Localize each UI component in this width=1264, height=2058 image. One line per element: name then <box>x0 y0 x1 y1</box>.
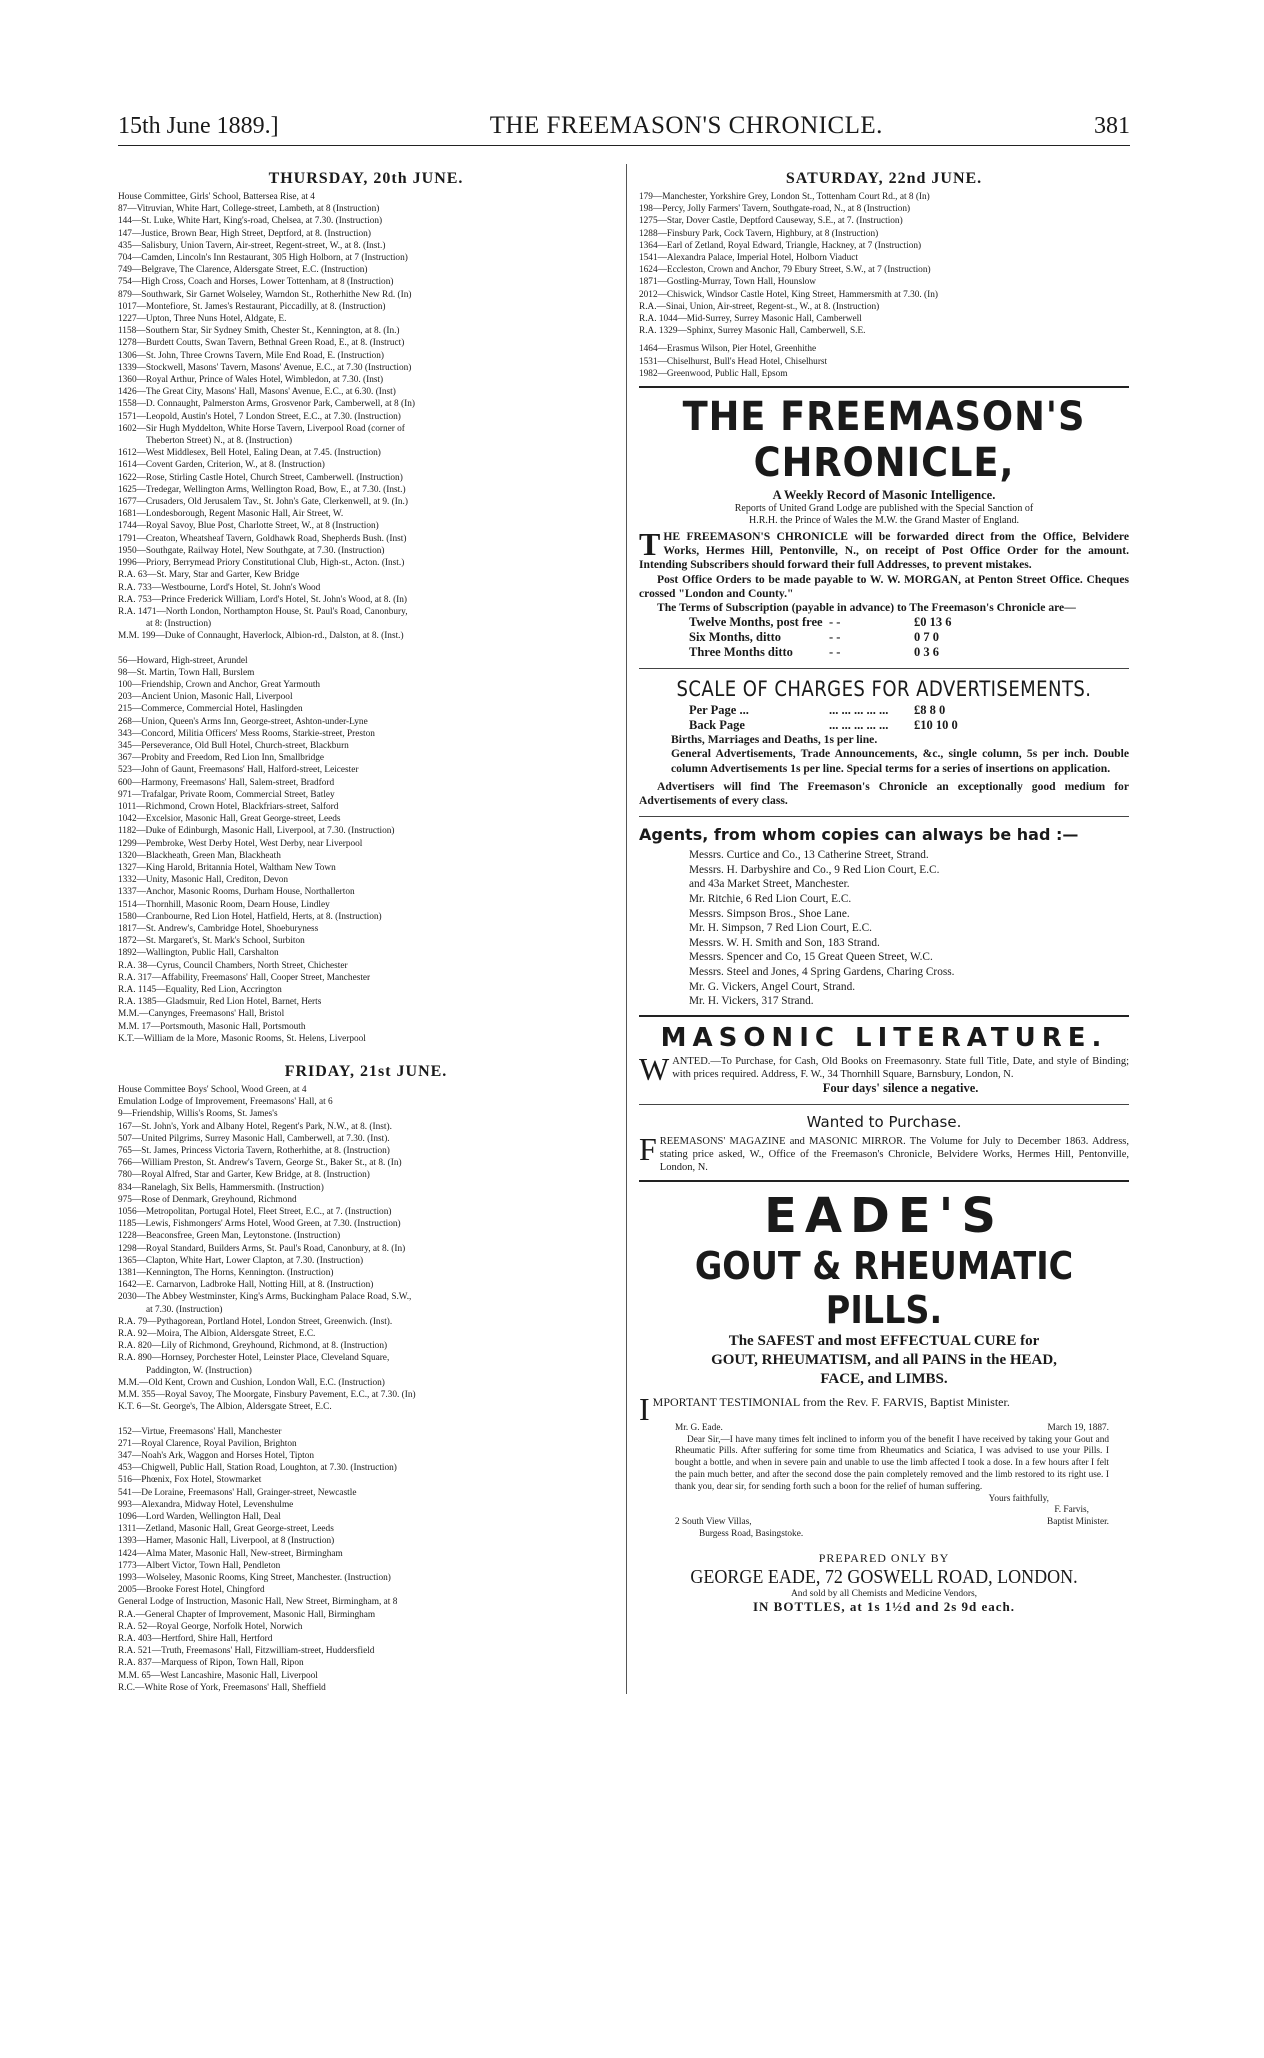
list-item: 1365—Clapton, White Hart, Lower Clapton, at 7.30. (Instruction) <box>118 1255 364 1266</box>
eades-bottles: IN BOTTLES, at 1s 1½d and 2s 9d each. <box>752 1598 1016 1614</box>
list-item: 1275—Star, Dover Castle, Deptford Causeway, S.E., at 7. (Instruction) <box>639 216 903 227</box>
friday-list-1-cont: at 7.30. (Instruction) <box>146 1304 223 1315</box>
price-row <box>639 703 1129 718</box>
list-item: 1872—St. Margaret's, St. Mark's School, Surbiton <box>118 936 305 947</box>
list-item: 179—Manchester, Yorkshire Grey, London St., Tottenham Court Rd., at 8 (In) <box>639 192 930 202</box>
list-item: 1096—Lord Warden, Wellington Hall, Deal <box>118 1511 281 1522</box>
list-item: R.A. 1145—Equality, Red Lion, Accrington <box>118 985 282 995</box>
list-item: 766—William Preston, St. Andrew's Tavern, George St., Baker St., at 8. (In) <box>118 1158 402 1169</box>
list-item: House Committee Boys' School, Wood Green, at 4 <box>118 1085 307 1096</box>
list-item: 1996—Priory, Berrymead Priory Constitutional Club, High-st., Acton. (Inst.) <box>118 558 405 569</box>
list-item: R.A. 521—Truth, Freemasons' Hall, Fitzwilliam-street, Huddersfield <box>118 1646 375 1657</box>
list-item: 1531—Chiselhurst, Bull's Head Hotel, Chiselhurst <box>639 356 828 367</box>
list-item: 1306—St. John, Three Crowns Tavern, Mile End Road, E. (Instruction) <box>118 350 384 361</box>
price-amount: £8 8 0 <box>914 703 946 718</box>
literature-ad-title: MASONIC LITERATURE. <box>660 1022 1108 1053</box>
price-amount: £0 13 6 <box>914 615 952 630</box>
list-item: 203—Ancient Union, Masonic Hall, Liverpool <box>118 692 293 703</box>
list-item: 1278—Burdett Coutts, Swan Tavern, Bethnal Green Road, E., at 8. (Instruct) <box>118 338 405 349</box>
list-item: 1056—Metropolitan, Portugal Hotel, Fleet Street, E.C., at 7. (Instruction) <box>118 1207 392 1218</box>
dropcap-w: W <box>639 1050 670 1087</box>
charges-ad-title: SCALE OF CHARGES FOR ADVERTISEMENTS. <box>676 677 1092 702</box>
thursday-list-1b-cont: at 8: (Instruction) <box>146 619 212 630</box>
thursday-list-1b <box>118 447 614 618</box>
list-item: R.A.—General Chapter of Improvement, Masonic Hall, Birmingham <box>118 1609 376 1620</box>
price-label: Back Page <box>689 718 745 733</box>
price-amount: 0 7 0 <box>914 630 939 645</box>
list-item: M.M. 199—Duke of Connaught, Haverlock, Albion-rd., Dalston, at 8. (Inst.) <box>118 631 404 642</box>
list-item: 780—Royal Alfred, Star and Garter, Kew Bridge, at 8. (Instruction) <box>118 1170 370 1181</box>
page-number: 381 <box>1093 113 1130 139</box>
agent-item: Messrs. Simpson Bros., Shoe Lane. <box>689 907 850 920</box>
list-item: 1311—Zetland, Masonic Hall, Great George-street, Leeds <box>118 1524 334 1535</box>
subscription-terms <box>639 615 1129 660</box>
publication-title: THE FREEMASON'S CHRONICLE. <box>489 112 883 139</box>
list-item: 1744—Royal Savoy, Blue Post, Charlotte Street, W., at 8 (Instruction) <box>118 521 379 532</box>
list-item: 268—Union, Queen's Arms Inn, George-street, Ashton-under-Lyne <box>118 716 368 727</box>
list-item: 215—Commerce, Commercial Hotel, Haslingden <box>118 704 303 715</box>
right-column <box>627 164 1129 1694</box>
testimonial-addressee: Mr. G. Eade. <box>675 1422 723 1433</box>
eades-cure-1: The SAFEST and most EFFECTUAL CURE for <box>728 1332 1040 1349</box>
list-item: 1950—Southgate, Railway Hotel, New Southgate, at 7.30. (Instruction) <box>118 545 385 556</box>
thursday-list-1c <box>118 630 614 642</box>
agents-list <box>639 848 1129 1009</box>
list-item: 516—Phœnix, Fox Hotel, Stowmarket <box>118 1475 262 1486</box>
list-item: 971—Trafalgar, Private Room, Commercial Street, Batley <box>118 789 335 800</box>
list-item: 1624—Eccleston, Crown and Anchor, 79 Ebury Street, S.W., at 7 (Instruction) <box>639 265 931 276</box>
list-item: 1182—Duke of Edinburgh, Masonic Hall, Liverpool, at 7.30. (Instruction) <box>118 826 395 837</box>
list-item: 1227—Upton, Three Nuns Hotel, Aldgate, E. <box>118 314 287 325</box>
testimonial-address <box>639 1517 1129 1529</box>
list-item: 1337—Anchor, Masonic Rooms, Durham House, Northallerton <box>118 887 355 898</box>
wanted-body: FREEMASONS' MAGAZINE and MASONIC MIRROR. The Volume for July to December 1863. Address, stating price asked, W., Office of the Freemason's Chronicle, Belvidere Works, Hermes Hill, Pentonville, London, N. <box>639 1130 1129 1173</box>
list-item: R.A. 1385—Gladsmuir, Red Lion Hotel, Barnet, Herts <box>118 997 322 1008</box>
list-item: R.A. 38—Cyrus, Council Chambers, North Street, Chichester <box>118 960 348 971</box>
list-item: 1299—Pembroke, West Derby Hotel, West Derby, near Liverpool <box>118 838 363 849</box>
price-amount: 0 3 6 <box>914 645 939 660</box>
testimonial-letter: Dear Sir,—I have many times felt inclined to inform you of the benefit I have received by taking your Gout and Rheumatic Pills. After suffering for some time from Rheumatics and Sciatica, I was advised to use your Pills. I bought a bottle, and when in severe pain and unable to use the limb affected I took a dose. In a few hours after I felt the pain much better, and after the second dose the pain completely removed and the limb restored to its right use. I thank you, dear sir, for sending forth such a boon for the relief of human suffering. <box>675 1434 1109 1492</box>
testimonial-heading: IMPORTANT TESTIMONIAL from the Rev. F. FARVIS, Baptist Minister. <box>639 1390 1010 1427</box>
list-item: 1677—Crusaders, Old Jerusalem Tav., St. John's Gate, Clerkenwell, at 9. (In.) <box>118 497 408 508</box>
list-item: 147—Justice, Brown Bear, High Street, Deptford, at 8. (Instruction) <box>118 228 371 239</box>
list-item: R.A. 403—Hertford, Shire Hall, Hertford <box>118 1633 273 1644</box>
testimonial-salutation <box>639 1423 1129 1435</box>
dropcap-t: T <box>639 526 661 563</box>
chronicle-ad-title: THE FREEMASON'S CHRONICLE, <box>682 394 1086 487</box>
literature-body: WANTED.—To Purchase, for Cash, Old Books on Freemasonry. State full Title, Date, and style of Binding; with prices required. Address, F. W., 34 Thornhill Square, Barnsbury, London, N. <box>639 1050 1129 1087</box>
list-item: 1011—Richmond, Crown Hotel, Blackfriars-street, Salford <box>118 801 339 812</box>
list-item: R.A. 890—Hornsey, Porchester Hotel, Leinster Place, Cleveland Square, <box>118 1353 390 1364</box>
list-item: House Committee, Girls' School, Battersea Rise, at 4 <box>118 192 315 202</box>
agent-item: Messrs. Curtice and Co., 13 Catherine Street, Strand. <box>689 849 929 862</box>
left-column <box>118 164 626 1694</box>
list-item: 1327—King Harold, Britannia Hotel, Waltham New Town <box>118 862 336 873</box>
agent-item: Mr. Ritchie, 6 Red Lion Court, E.C. <box>689 893 852 906</box>
list-item: 1332—Unity, Masonic Hall, Crediton, Devon <box>118 875 289 886</box>
friday-list-1b-cont: Paddington, W. (Instruction) <box>146 1365 252 1376</box>
agent-item: Mr. H. Vickers, 317 Strand. <box>689 995 814 1008</box>
chronicle-body: THE FREEMASON'S CHRONICLE will be forwarded direct from the Office, Belvidere Works, Hermes Hill, Pentonville, N., on receipt of Post Office Order for the amount. Intending Subscribers should forward their full Addresses, to prevent mistakes. <box>639 526 1129 572</box>
list-item: R.A. 92—Moira, The Albion, Aldersgate Street, E.C. <box>118 1329 316 1340</box>
list-item: 600—Harmony, Freemasons' Hall, Salem-street, Bradford <box>118 777 335 788</box>
newspaper-page <box>118 112 1130 1694</box>
charges-rows <box>639 703 1129 733</box>
list-item: 1993—Wolseley, Masonic Rooms, King Street, Manchester. (Instruction) <box>118 1572 391 1583</box>
list-item: 1871—Gostling-Murray, Town Hall, Hounslow <box>639 277 817 288</box>
chronicle-sanction-2: H.R.H. the Prince of Wales the M.W. the Grand Master of England. <box>749 515 1019 527</box>
testimonial-signature: F. Farvis, <box>1054 1505 1089 1516</box>
list-item: 1185—Lewis, Fishmongers' Arms Hotel, Wood Green, at 7.30. (Instruction) <box>118 1219 401 1230</box>
charges-advertisers: Advertisers will find The Freemason's Chronicle an exceptionally good medium for Advertisements of every class. <box>639 779 1129 808</box>
list-item: Emulation Lodge of Improvement, Freemasons' Hall, at 6 <box>118 1097 333 1108</box>
list-item: 167—St. John's, York and Albany Hotel, Regent's Park, N.W., at 8. (Inst). <box>118 1121 392 1132</box>
list-item: 198—Percy, Jolly Farmers' Tavern, Southgate-road, N., at 8 (Instruction) <box>639 204 911 215</box>
price-row <box>639 645 1129 660</box>
agent-item: and 43a Market Street, Manchester. <box>689 878 850 891</box>
agent-item: Messrs. Steel and Jones, 4 Spring Gardens, Charing Cross. <box>689 966 955 979</box>
price-row <box>639 615 1129 630</box>
list-item: 1614—Covent Garden, Criterion, W., at 8. (Instruction) <box>118 460 325 471</box>
list-item: R.A. 820—Lily of Richmond, Greyhound, Richmond, at 8. (Instruction) <box>118 1341 388 1352</box>
list-item: R.A. 63—St. Mary, Star and Garter, Kew Bridge <box>118 570 300 581</box>
literature-footer: Four days' silence a negative. <box>822 1080 979 1095</box>
price-dots: - - <box>829 645 841 660</box>
chronicle-sanction-1: Reports of United Grand Lodge are published with the Special Sanction of <box>734 503 1034 515</box>
list-item: 87—Vitruvian, White Hart, College-street, Lambeth, at 8 (Instruction) <box>118 204 380 215</box>
list-item: 1622—Rose, Stirling Castle Hotel, Church Street, Camberwell. (Instruction) <box>118 472 403 483</box>
list-item: 1681—Londesborough, Regent Masonic Hall, Air Street, W. <box>118 509 344 520</box>
list-item: 1602—Sir Hugh Myddelton, White Horse Tavern, Liverpool Road (corner of <box>118 423 405 434</box>
agent-item: Messrs. H. Darbyshire and Co., 9 Red Lion Court, E.C. <box>689 863 940 876</box>
list-item: R.A. 837—Marquess of Ripon, Town Hall, Ripon <box>118 1658 304 1669</box>
agent-item: Mr. H. Simpson, 7 Red Lion Court, E.C. <box>689 922 872 935</box>
list-item: 754—High Cross, Coach and Horses, Lower Tottenham, at 8 (Instruction) <box>118 277 394 288</box>
list-item: 1982—Greenwood, Public Hall, Epsom <box>639 368 788 379</box>
agent-item: Mr. G. Vickers, Angel Court, Strand. <box>689 980 856 993</box>
price-row <box>639 630 1129 645</box>
list-item: R.A. 52—Royal George, Norfolk Hotel, Norwich <box>118 1621 303 1632</box>
list-item: 1360—Royal Arthur, Prince of Wales Hotel, Wimbledon, at 7.30. (Inst) <box>118 375 384 386</box>
list-item: 100—Friendship, Crown and Anchor, Great Yarmouth <box>118 679 321 690</box>
list-item: 1892—Wallington, Public Hall, Carshalton <box>118 948 279 959</box>
list-item: 749—Belgrave, The Clarence, Aldersgate Street, E.C. (Instruction) <box>118 265 368 276</box>
list-item: 1320—Blackheath, Green Man, Blackheath <box>118 850 281 861</box>
thursday-list-1-cont: Theberton Street) N., at 8. (Instruction) <box>146 436 293 447</box>
friday-heading: FRIDAY, 21st JUNE. <box>284 1063 448 1081</box>
list-item: 1791—Creaton, Wheatsheaf Tavern, Goldhawk Road, Shepherds Bush. (Inst) <box>118 533 407 544</box>
list-item: R.A. 1044—Mid-Surrey, Surrey Masonic Hall, Camberwell <box>639 314 862 325</box>
list-item: 1339—Stockwell, Masons' Tavern, Masons' Avenue, E.C., at 7.30 (Instruction) <box>118 362 412 373</box>
list-item: 347—Noah's Ark, Waggon and Horses Hotel, Tipton <box>118 1450 314 1461</box>
list-item: 1158—Southern Star, Sir Sydney Smith, Chester St., Kennington, at 8. (In.) <box>118 326 400 337</box>
charges-general: General Advertisements, Trade Announcements, &c., single column, 5s per inch. Double column Advertisements 1s per line. Special terms for a series of insertions on application. <box>671 747 1129 775</box>
list-item: 1541—Alexandra Palace, Imperial Hotel, Holborn Viaduct <box>639 253 858 264</box>
list-item: 343—Concord, Militia Officers' Mess Rooms, Starkie-street, Preston <box>118 728 375 739</box>
thursday-list-1 <box>118 191 614 435</box>
list-item: 1288—Finsbury Park, Cock Tavern, Highbury, at 8 (Instruction) <box>639 228 879 239</box>
list-item: 1393—Hamer, Masonic Hall, Liverpool, at 8 (Instruction) <box>118 1536 335 1547</box>
charges-births: Births, Marriages and Deaths, 1s per line. <box>671 733 878 747</box>
thursday-list-2 <box>118 655 614 1046</box>
list-item: M.M. 355—Royal Savoy, The Moorgate, Finsbury Pavement, E.C., at 7.30. (In) <box>118 1390 416 1401</box>
list-item: 435—Salisbury, Union Tavern, Air-street, Regent-street, W., at 8. (Inst.) <box>118 240 386 251</box>
list-item: 834—Ranelagh, Six Bells, Hammersmith. (Instruction) <box>118 1182 324 1193</box>
list-item: K.T.—William de la More, Masonic Rooms, St. Helens, Liverpool <box>118 1033 366 1044</box>
eades-maker: GEORGE EADE, 72 GOSWELL ROAD, LONDON. <box>690 1565 1078 1588</box>
list-item: 1514—Thornhill, Masonic Room, Dearn House, Lindley <box>118 899 330 910</box>
list-item: General Lodge of Instruction, Masonic Hall, New Street, Birmingham, at 8 <box>118 1597 398 1608</box>
list-item: 1426—The Great City, Masons' Hall, Masons' Avenue, E.C., at 6.30. (Inst) <box>118 387 396 398</box>
masthead <box>118 112 1130 146</box>
list-item: 1228—Beaconsfree, Green Man, Leytonstone. (Instruction) <box>118 1231 341 1242</box>
list-item: K.T. 6—St. George's, The Albion, Aldersgate Street, E.C. <box>118 1402 332 1413</box>
chronicle-ad-subtitle: A Weekly Record of Masonic Intelligence. <box>772 488 996 503</box>
list-item: 1558—D. Connaught, Palmerston Arms, Grosvenor Park, Camberwell, at 8 (In) <box>118 399 415 410</box>
price-label: Six Months, ditto <box>689 630 782 645</box>
testimonial-address-2: Burgess Road, Basingstoke. <box>699 1528 804 1539</box>
list-item: R.A. 733—Westbourne, Lord's Hotel, St. John's Wood <box>118 582 321 593</box>
eades-prepared: PREPARED ONLY BY <box>818 1550 950 1565</box>
friday-list-1 <box>118 1084 614 1304</box>
list-item: 879—Southwark, Sir Garnet Wolseley, Warndon St., Rotherhithe New Rd. (In) <box>118 289 412 300</box>
list-item: 367—Probity and Freedom, Red Lion Inn, Smallbridge <box>118 753 325 764</box>
list-item: 1364—Earl of Zetland, Royal Edward, Triangle, Hackney, at 7 (Instruction) <box>639 240 922 251</box>
price-dots: ... ... ... ... ... <box>829 718 889 733</box>
issue-date: 15th June 1889.] <box>118 113 279 139</box>
list-item: 152—Virtue, Freemasons' Hall, Manchester <box>118 1426 282 1437</box>
list-item: 2030—The Abbey Westminster, King's Arms, Buckingham Palace Road, S.W., <box>118 1292 412 1303</box>
list-item: 453—Chigwell, Public Hall, Station Road, Loughton, at 7.30. (Instruction) <box>118 1463 397 1474</box>
list-item: M.M.—Old Kent, Crown and Cushion, London Wall, E.C. (Instruction) <box>118 1377 385 1388</box>
eades-cure-2: GOUT, RHEUMATISM, and all PAINS in the HEAD, <box>711 1351 1057 1368</box>
saturday-list-2 <box>639 343 1129 380</box>
list-item: 1625—Tredegar, Wellington Arms, Wellington Road, Bow, E., at 7.30. (Inst.) <box>118 484 406 495</box>
friday-list-2 <box>118 1426 614 1694</box>
list-item: 1424—Alma Mater, Masonic Hall, New-street, Birmingham <box>118 1548 343 1559</box>
list-item: R.A. 1471—North London, Northampton House, St. Paul's Road, Canonbury, <box>118 606 408 617</box>
list-item: 1464—Erasmus Wilson, Pier Hotel, Greenhithe <box>639 344 817 355</box>
friday-list-1c <box>118 1377 614 1414</box>
list-item: 993—Alexandra, Midway Hotel, Levenshulme <box>118 1499 294 1510</box>
list-item: 541—De Loraine, Freemasons' Hall, Grainger-street, Newcastle <box>118 1487 357 1498</box>
list-item: 2005—Brooke Forest Hotel, Chingford <box>118 1585 265 1596</box>
list-item: R.A. 79—Pythagorean, Portland Hotel, London Street, Greenwich. (Inst). <box>118 1316 393 1327</box>
list-item: 765—St. James, Princess Victoria Tavern, Rotherhithe, at 8. (Instruction) <box>118 1146 390 1157</box>
chronicle-body-2: Post Office Orders to be made payable to W. W. MORGAN, at Penton Street Office. Cheques crossed "London and County." <box>639 572 1129 600</box>
list-item: R.A. 317—Affability, Freemasons' Hall, Cooper Street, Manchester <box>118 972 371 983</box>
price-dots: ... ... ... ... ... <box>829 703 889 718</box>
list-item: M.M. 65—West Lancashire, Masonic Hall, Liverpool <box>118 1670 318 1681</box>
list-item: 975—Rose of Denmark, Greyhound, Richmond <box>118 1194 297 1205</box>
price-label: Twelve Months, post free <box>689 615 823 630</box>
list-item: 1042—Excelsior, Masonic Hall, Great George-street, Leeds <box>118 814 341 825</box>
price-dots: - - <box>829 615 841 630</box>
list-item: 1381—Kennington, The Horns, Kennington. (Instruction) <box>118 1268 334 1279</box>
list-item: 56—Howard, High-street, Arundel <box>118 655 248 666</box>
list-item: 704—Camden, Lincoln's Inn Restaurant, 305 High Holborn, at 7 (Instruction) <box>118 253 408 264</box>
testimonial-date: March 19, 1887. <box>1047 1422 1109 1433</box>
eades-sold: And sold by all Chemists and Medicine Vendors, <box>790 1588 978 1599</box>
agent-item: Messrs. W. H. Smith and Son, 183 Strand. <box>689 936 880 949</box>
price-label: Per Page ... <box>689 703 749 718</box>
price-dots: - - <box>829 630 841 645</box>
list-item: 144—St. Luke, White Hart, King's-road, Chelsea, at 7.30. (Instruction) <box>118 216 383 227</box>
saturday-list-1 <box>639 191 1129 337</box>
agent-item: Messrs. Spencer and Co, 15 Great Queen Street, W.C. <box>689 951 933 964</box>
list-item: R.A. 753—Prince Frederick William, Lord's Hotel, St. John's Wood, at 8. (In) <box>118 594 408 605</box>
price-amount: £10 10 0 <box>914 718 958 733</box>
list-item: R.C.—White Rose of York, Freemasons' Hall, Sheffield <box>118 1682 326 1693</box>
list-item: 1571—Leopold, Austin's Hotel, 7 London Street, E.C., at 7.30. (Instruction) <box>118 411 401 422</box>
eades-ad-product: GOUT & RHEUMATIC PILLS. <box>694 1243 1074 1332</box>
list-item: R.A. 1329—Sphinx, Surrey Masonic Hall, Camberwell, S.E. <box>639 326 866 337</box>
list-item: 507—United Pilgrims, Surrey Masonic Hall, Camberwell, at 7.30. (Inst). <box>118 1133 390 1144</box>
list-item: 1580—Cranbourne, Red Lion Hotel, Hatfield, Herts, at 8. (Instruction) <box>118 911 382 922</box>
wanted-ad-title: Wanted to Purchase. <box>806 1112 962 1131</box>
saturday-heading: SATURDAY, 22nd JUNE. <box>785 170 983 187</box>
price-label: Three Months ditto <box>689 645 793 660</box>
eades-ad-name: EADE'S <box>764 1187 1004 1244</box>
list-item: 271—Royal Clarence, Royal Pavilion, Brighton <box>118 1438 297 1449</box>
list-item: 1612—West Middlesex, Bell Hotel, Ealing Dean, at 7.45. (Instruction) <box>118 448 381 459</box>
list-item: 523—John of Gaunt, Freemasons' Hall, Halford-street, Leicester <box>118 765 359 776</box>
testimonial-signoff: Yours faithfully, <box>988 1493 1049 1504</box>
list-item: 1642—E. Carnarvon, Ladbroke Hall, Notting Hill, at 8. (Instruction) <box>118 1280 374 1291</box>
list-item: M.M. 17—Portsmouth, Masonic Hall, Portsmouth <box>118 1021 306 1032</box>
friday-list-1b <box>118 1316 614 1365</box>
agents-heading: Agents, from whom copies can always be had :— <box>639 825 1079 845</box>
testimonial-role: Baptist Minister. <box>1047 1517 1109 1528</box>
testimonial-address-1: 2 South View Villas, <box>675 1517 752 1528</box>
list-item: M.M.—Canynges, Freemasons' Hall, Bristol <box>118 1009 285 1020</box>
thursday-heading: THURSDAY, 20th JUNE. <box>268 170 464 187</box>
eades-cure-3: FACE, and LIMBS. <box>820 1370 948 1387</box>
list-item: 98—St. Martin, Town Hall, Burslem <box>118 667 255 678</box>
list-item: 1298—Royal Standard, Builders Arms, St. Paul's Road, Canonbury, at 8. (In) <box>118 1243 406 1254</box>
list-item: 2012—Chiswick, Windsor Castle Hotel, King Street, Hammersmith at 7.30. (In) <box>639 289 938 300</box>
dropcap-i: I <box>639 1390 650 1427</box>
list-item: 345—Perseverance, Old Bull Hotel, Church-street, Blackburn <box>118 740 349 751</box>
list-item: 9—Friendship, Willis's Rooms, St. James's <box>118 1109 278 1120</box>
list-item: 1017—Montefiore, St. James's Restaurant, Piccadilly, at 8. (Instruction) <box>118 301 386 312</box>
list-item: R.A.—Sinai, Union, Air-street, Regent-st., W., at 8. (Instruction) <box>639 301 880 312</box>
chronicle-body-3: The Terms of Subscription (payable in advance) to The Freemason's Chronicle are— <box>657 601 1076 615</box>
price-row <box>639 718 1129 733</box>
dropcap-f: F <box>639 1130 657 1167</box>
list-item: 1773—Albert Victor, Town Hall, Pendleton <box>118 1560 281 1571</box>
list-item: 1817—St. Andrew's, Cambridge Hotel, Shoeburyness <box>118 923 319 934</box>
